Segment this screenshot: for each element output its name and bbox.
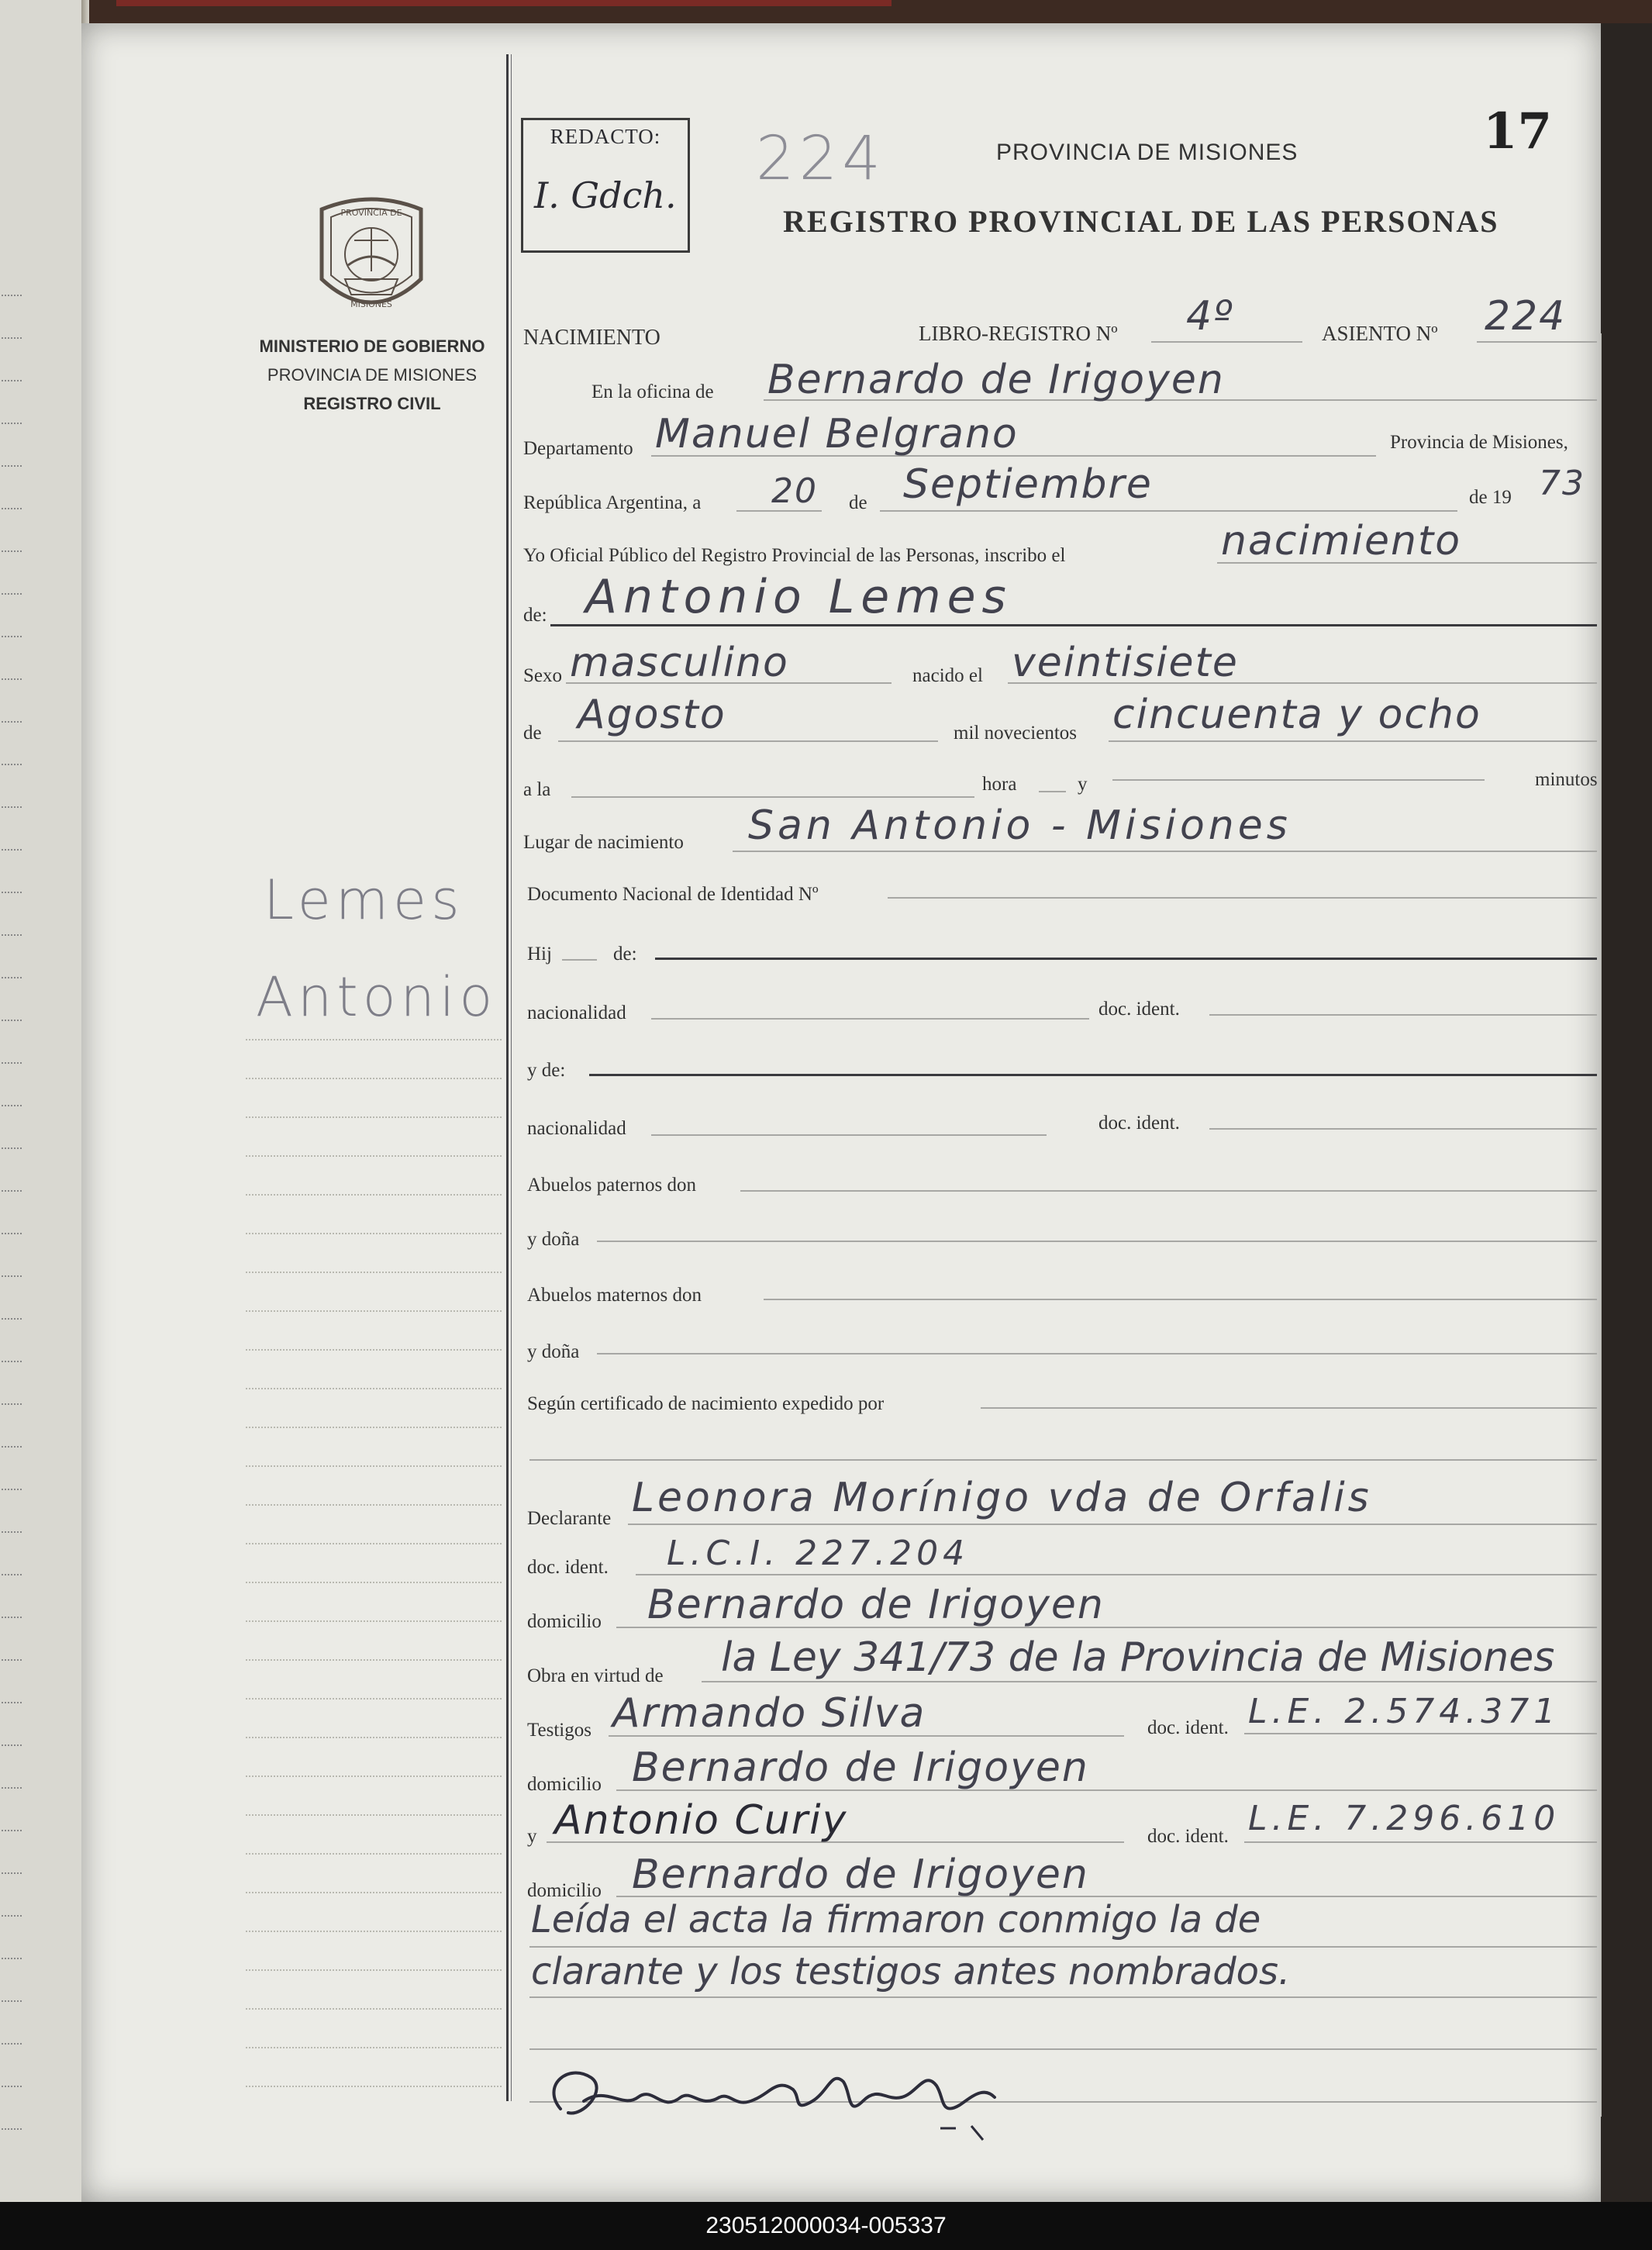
inscription-month: Septiembre xyxy=(903,461,1153,508)
sexo-value: masculino xyxy=(570,640,789,686)
abuelos-paternos-label: Abuelos paternos don xyxy=(527,1175,697,1196)
birth-month: Agosto xyxy=(578,692,726,738)
provincial-seal-icon xyxy=(314,194,429,318)
declarante-domicilio-label: domicilio xyxy=(527,1611,602,1632)
dona-label-1: y doña xyxy=(527,1229,580,1250)
seal-bottom-text: MISIONES xyxy=(350,299,392,309)
closing-statement-line2: clarante y los testigos antes nombrados. xyxy=(531,1950,1291,1993)
oficial-label: Yo Oficial Público del Registro Provincial de las Personas, inscribo el xyxy=(523,545,1066,566)
a-la-label: a la xyxy=(523,779,551,800)
nacionalidad-label-2: nacionalidad xyxy=(527,1118,626,1139)
register-page xyxy=(81,23,1601,2202)
hij-label: Hij xyxy=(527,944,552,965)
y-testigo-label: y xyxy=(527,1826,537,1847)
sexo-label: Sexo xyxy=(523,665,562,686)
libro-value: 4º xyxy=(1186,293,1234,340)
province-heading: PROVINCIA DE MISIONES xyxy=(996,140,1298,165)
birth-year-words: cincuenta y ocho xyxy=(1112,692,1481,738)
seal-top-text: PROVINCIA DE xyxy=(340,208,402,218)
declarante-doc-value: L.C.I. 227.204 xyxy=(667,1534,970,1573)
ministry-block xyxy=(240,332,504,418)
pencil-record-number: 224 xyxy=(756,124,885,194)
margin-surname: Lemes xyxy=(264,868,464,932)
testigo2-doc-value: L.E. 7.296.610 xyxy=(1248,1799,1561,1838)
testigos-label: Testigos xyxy=(527,1720,591,1741)
testigo1-domicilio-value: Bernardo de Irigoyen xyxy=(632,1744,1089,1791)
testigo1-doc-value: L.E. 2.574.371 xyxy=(1248,1692,1561,1731)
ministry-line2: PROVINCIA DE MISIONES xyxy=(267,365,478,385)
declarante-domicilio-value: Bernardo de Irigoyen xyxy=(647,1582,1105,1628)
margin-divider xyxy=(506,54,509,2101)
redacto-box xyxy=(521,118,690,253)
republica-label: República Argentina, a xyxy=(523,492,702,513)
libro-label: LIBRO-REGISTRO Nº xyxy=(919,322,1118,345)
ministry-line3: REGISTRO CIVIL xyxy=(303,394,441,413)
right-edge-line xyxy=(1601,333,1602,2117)
previous-page-edge xyxy=(0,0,84,2202)
segun-label: Según certificado de nacimiento expedido por xyxy=(527,1393,885,1414)
dni-label: Documento Nacional de Identidad Nº xyxy=(527,884,819,905)
departamento-label: Departamento xyxy=(523,438,633,459)
oficina-value: Bernardo de Irigoyen xyxy=(767,357,1225,403)
y-label: y xyxy=(1078,774,1088,795)
dona-label-2: y doña xyxy=(527,1341,580,1362)
persona-label: de: xyxy=(523,605,547,626)
registered-person-name: Antonio Lemes xyxy=(585,570,1012,624)
registry-title: REGISTRO PROVINCIAL DE LAS PERSONAS xyxy=(783,204,1499,239)
inscription-type: nacimiento xyxy=(1221,518,1462,564)
hora-label: hora xyxy=(982,774,1017,795)
nacido-label: nacido el xyxy=(912,665,983,686)
testigo1-doc-label: doc. ident. xyxy=(1147,1717,1229,1738)
declarante-label: Declarante xyxy=(527,1508,612,1529)
testigo2-domicilio-label: domicilio xyxy=(527,1880,602,1901)
testigo1-domicilio-label: domicilio xyxy=(527,1774,602,1795)
doc-ident-label-1: doc. ident. xyxy=(1098,999,1180,1020)
obra-label: Obra en virtud de xyxy=(527,1665,664,1686)
hij-de-label: de: xyxy=(613,944,637,965)
signature-text: Leonora M. de Orfalis xyxy=(584,2138,683,2148)
redacto-value: I. Gdch. xyxy=(534,174,677,216)
minutos-label: minutos xyxy=(1535,769,1598,790)
testigo2-domicilio-value: Bernardo de Irigoyen xyxy=(632,1851,1089,1898)
nacionalidad-label-1: nacionalidad xyxy=(527,1002,626,1023)
declarante-name: Leonora Morínigo vda de Orfalis xyxy=(632,1475,1372,1521)
year-prefix: de 19 xyxy=(1469,487,1512,508)
margin-divider-inner xyxy=(511,54,512,2101)
birthplace-value: San Antonio - Misiones xyxy=(748,802,1292,849)
obra-value: la Ley 341/73 de la Provincia de Misiones xyxy=(721,1634,1555,1681)
oficina-label: En la oficina de xyxy=(591,381,714,402)
inscription-day: 20 xyxy=(771,471,818,511)
departamento-value: Manuel Belgrano xyxy=(655,411,1019,457)
binding-top-accent xyxy=(116,0,892,6)
document-id-bar xyxy=(0,2202,1652,2250)
margin-given-name: Antonio xyxy=(256,965,498,1029)
birth-day-words: veintisiete xyxy=(1012,640,1239,686)
asiento-label: ASIENTO Nº xyxy=(1322,322,1438,345)
de-mes-label: de xyxy=(523,723,542,744)
document-id: 230512000034-005337 xyxy=(705,2213,947,2238)
y-de-label: y de: xyxy=(527,1060,566,1081)
testigo1-name: Armando Silva xyxy=(612,1690,926,1737)
record-type-label: NACIMIENTO xyxy=(523,326,660,350)
page-number: 17 xyxy=(1483,102,1553,160)
testigo2-doc-label: doc. ident. xyxy=(1147,1826,1229,1847)
inscription-year: 73 xyxy=(1539,464,1585,503)
closing-statement-line1: Leída el acta la firmaron conmigo la de xyxy=(531,1898,1261,1941)
declarante-doc-label: doc. ident. xyxy=(527,1557,609,1578)
provincia-suffix: Provincia de Misiones, xyxy=(1390,432,1568,453)
mil-label: mil novecientos xyxy=(954,723,1077,744)
asiento-value: 224 xyxy=(1485,293,1567,340)
lugar-label: Lugar de nacimiento xyxy=(523,832,684,853)
testigo2-name: Antonio Curiy xyxy=(554,1797,848,1844)
ministry-line1: MINISTERIO DE GOBIERNO xyxy=(259,336,485,356)
abuelos-maternos-label: Abuelos maternos don xyxy=(527,1285,702,1306)
declarante-signature xyxy=(537,2055,1026,2148)
redacto-label: REDACTO: xyxy=(550,125,661,148)
doc-ident-label-2: doc. ident. xyxy=(1098,1113,1180,1134)
de-label: de xyxy=(849,492,867,513)
